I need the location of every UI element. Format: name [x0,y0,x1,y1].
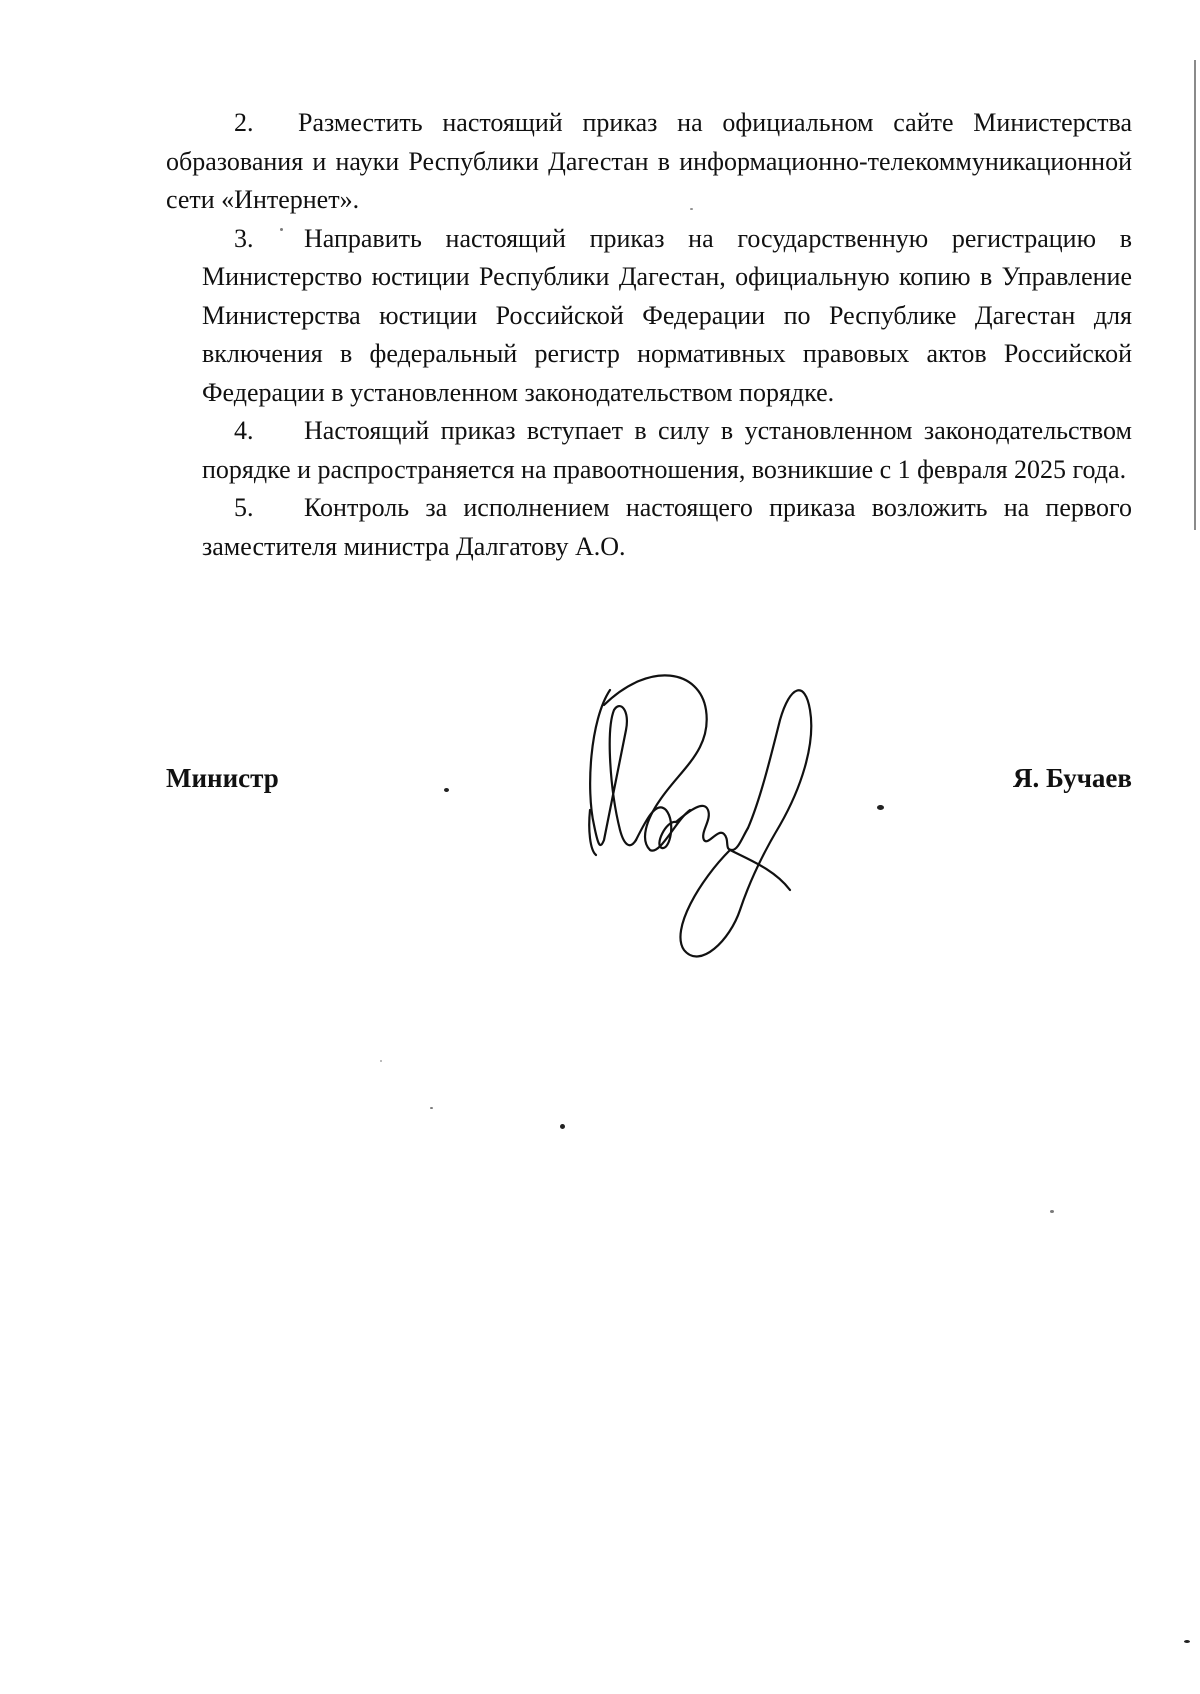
paragraph-3-number: 3. [234,223,254,253]
scan-speck [1050,1210,1054,1213]
paragraph-3-text: Направить настоящий приказ на государственную регистрацию в Министерство юстиции Республики Дагестан, официальную копию в Управление Министерства юстиции Российской Федерации по Республике Дагестан для включения в федеральный регистр нормативных правовых актов Российской Федерации в установленном законодательством порядке. [202,223,1132,407]
paragraph-2 [166,104,1132,220]
paragraph-4-number: 4. [234,416,254,445]
scan-speck [280,228,283,231]
scan-speck [380,1060,382,1062]
signatory-role: Министр [166,763,279,793]
paragraph-4 [166,412,1132,489]
paragraph-2-number: 2. [234,108,254,137]
paragraph-5-number: 5. [234,493,254,522]
handwritten-signature [580,650,850,980]
paragraph-3 [166,220,1132,413]
paragraph-2-text: Разместить настоящий приказ на официальном сайте Министерства образования и науки Республики Дагестан в информационно-телекоммуникационной сети «Интернет». [166,108,1132,214]
scan-speck [444,788,449,792]
scan-speck [1184,1640,1190,1643]
scan-speck [690,208,693,210]
scan-edge-line [1194,60,1196,530]
scan-speck [877,805,884,810]
paragraph-4-text: Настоящий приказ вступает в силу в установленном законодательством порядке и распространяется на правоотношения, возникшие с 1 февраля 2025 года. [202,416,1132,484]
paragraph-5 [166,489,1132,566]
scan-speck [430,1107,433,1109]
signatory-name: Я. Бучаев [1013,763,1132,793]
scan-speck [560,1124,565,1129]
paragraph-5-text: Контроль за исполнением настоящего приказа возложить на первого заместителя министра Далгатову А.О. [202,493,1132,561]
document-body [166,104,1132,566]
